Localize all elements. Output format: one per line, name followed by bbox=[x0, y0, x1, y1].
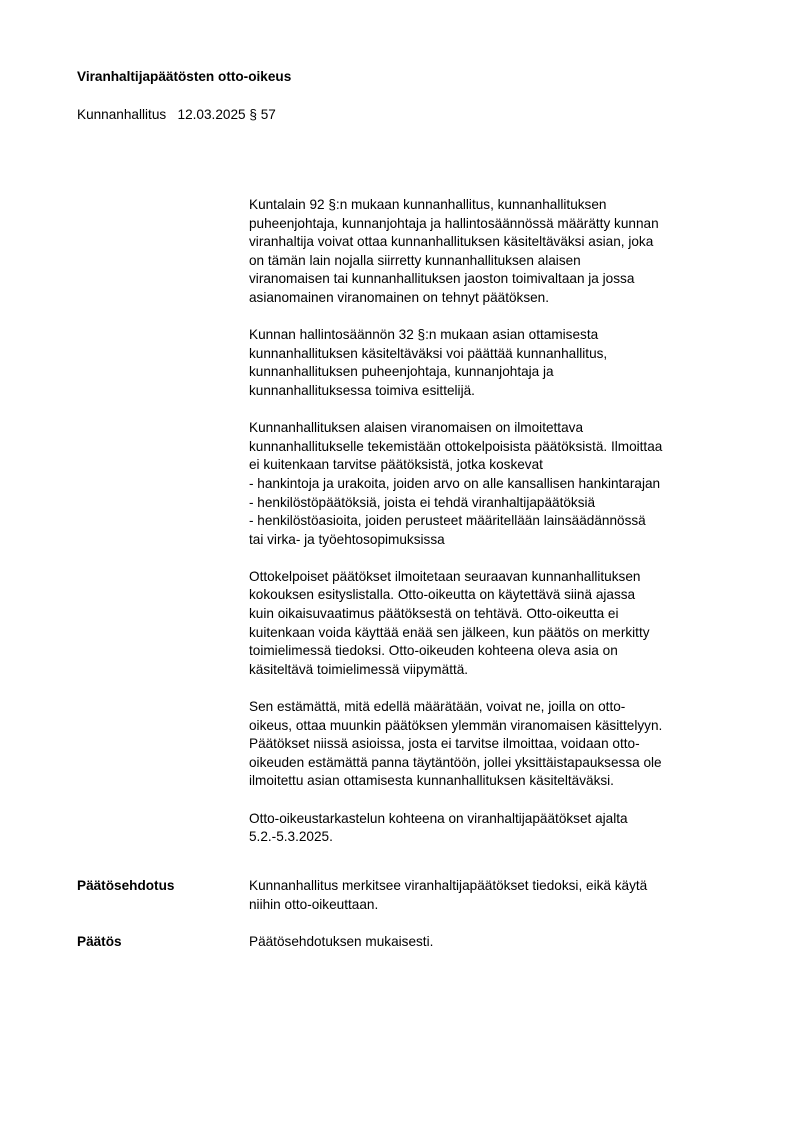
text-line: ei kuitenkaan tarvitse päätöksistä, jotka koskevat bbox=[249, 457, 543, 473]
paragraph-higher-authority bbox=[249, 698, 741, 791]
text-line: Ottokelpoiset päätökset ilmoitetaan seuraavan kunnanhallituksen bbox=[249, 568, 641, 584]
text-line: Kunnan hallintosäännön 32 §:n mukaan asian ottamisesta bbox=[249, 327, 599, 343]
paragraph-review-period bbox=[249, 810, 741, 847]
list-item: - henkilöstöasioita, joiden perusteet määritellään lainsäädännössä bbox=[249, 513, 646, 529]
decision-label: Päätös bbox=[77, 934, 122, 949]
list-item: - henkilöstöpäätöksiä, joista ei tehdä viranhaltijapäätöksiä bbox=[249, 494, 596, 510]
text-line: tai virka- ja työehtosopimuksissa bbox=[249, 531, 445, 547]
text-line: ilmoitettu asian ottamisesta kunnanhallituksen käsiteltäväksi. bbox=[249, 773, 614, 789]
text-line: oikeus, ottaa muunkin päätöksen ylemmän viranomaisen käsittelyyn. bbox=[249, 717, 663, 733]
text-line: kunnanhallitukselle tekemistään ottokelpoisista päätöksistä. Ilmoittaa bbox=[249, 438, 663, 454]
text-line: kunnanhallituksen puheenjohtaja, kunnanjohtaja ja bbox=[249, 364, 554, 380]
text-line: Kunnanhallitus merkitsee viranhaltijapäätökset tiedoksi, eikä käytä bbox=[249, 878, 648, 893]
text-line: Sen estämättä, mitä edellä määrätään, voivat ne, joilla on otto- bbox=[249, 699, 626, 715]
text-line: Päätökset niissä asioissa, josta ei tarvitse ilmoittaa, voidaan otto- bbox=[249, 736, 640, 752]
page-title: Viranhaltijapäätösten otto-oikeus bbox=[77, 69, 292, 84]
proposal-text bbox=[249, 877, 741, 914]
text-line: on tämän lain nojalla siirretty kunnanhallituksen alaisen bbox=[249, 252, 581, 268]
paragraph-notification-duty bbox=[249, 419, 741, 549]
text-line: viranhaltija voivat ottaa kunnanhallituksen käsiteltäväksi asian, joka bbox=[249, 234, 654, 250]
list-item: - hankintoja ja urakoita, joiden arvo on alle kansallisen hankintarajan bbox=[249, 475, 661, 491]
text-line: kunnanhallituksen käsiteltäväksi voi päättää kunnanhallitus, bbox=[249, 345, 608, 361]
text-line: käsiteltävä toimielimessä viipymättä. bbox=[249, 661, 469, 677]
text-line: kokouksen esityslistalla. Otto-oikeutta on käytettävä siinä ajassa bbox=[249, 587, 636, 603]
text-line: Otto-oikeustarkastelun kohteena on viranhaltijapäätökset ajalta bbox=[249, 810, 628, 826]
meeting-section: § 57 bbox=[249, 107, 276, 122]
text-line: kuin oikaisuvaatimus päätöksestä on tehtävä. Otto-oikeutta ei bbox=[249, 606, 619, 622]
background-text bbox=[249, 196, 741, 865]
text-line: asianomainen viranomainen on tehnyt päätöksen. bbox=[249, 289, 550, 305]
text-line: Kunnanhallituksen alaisen viranomaisen on ilmoitettava bbox=[249, 420, 584, 436]
text-line: toimielimessä tiedoksi. Otto-oikeuden kohteena oleva asia on bbox=[249, 643, 618, 659]
meeting-date: 12.03.2025 bbox=[177, 107, 246, 122]
text-line: Päätösehdotuksen mukaisesti. bbox=[249, 934, 434, 949]
text-line: kuitenkaan voida käyttää enää sen jälkeen, kun päätös on merkitty bbox=[249, 624, 650, 640]
text-line: puheenjohtaja, kunnanjohtaja ja hallintosäännössä määrätty kunnan bbox=[249, 215, 659, 231]
paragraph-agenda-notice bbox=[249, 568, 741, 680]
text-line: kunnanhallituksessa toimiva esittelijä. bbox=[249, 382, 475, 398]
meeting-body: Kunnanhallitus bbox=[77, 107, 167, 122]
proposal-label: Päätösehdotus bbox=[77, 878, 175, 893]
paragraph-municipal-act bbox=[249, 196, 741, 308]
paragraph-administrative-rules bbox=[249, 326, 741, 400]
text-line: viranomaisen tai kunnanhallituksen jaoston toimivaltaan ja jossa bbox=[249, 271, 635, 287]
text-line: niihin otto-oikeuttaan. bbox=[249, 896, 379, 912]
text-line: 5.2.-5.3.2025. bbox=[249, 829, 333, 845]
decision-text bbox=[249, 933, 741, 952]
text-line: Kuntalain 92 §:n mukaan kunnanhallitus, kunnanhallituksen bbox=[249, 197, 607, 212]
meeting-reference bbox=[77, 106, 276, 124]
text-line: oikeuden estämättä panna täytäntöön, jollei yksittäistapauksessa ole bbox=[249, 754, 662, 770]
